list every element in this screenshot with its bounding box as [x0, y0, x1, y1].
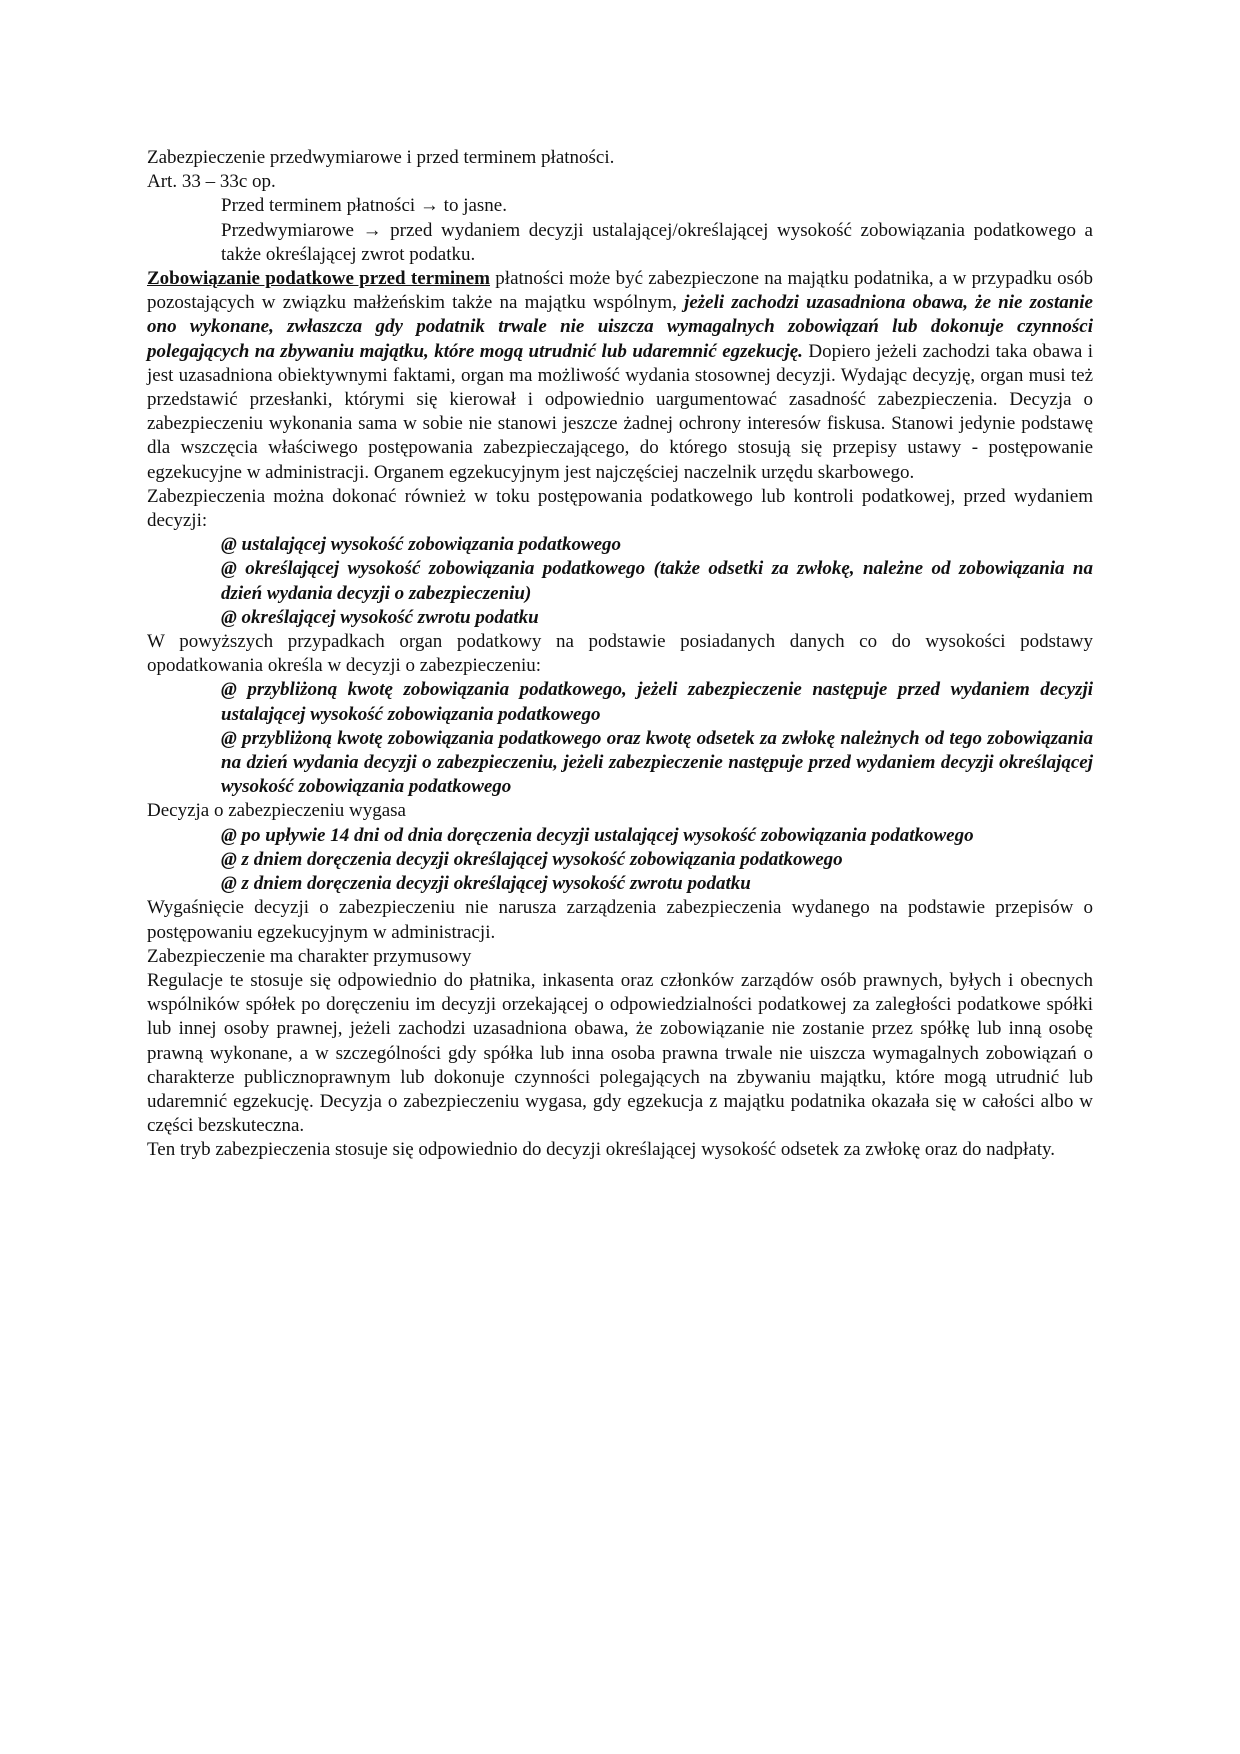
paragraph-compulsory: Zabezpieczenie ma charakter przymusowy	[147, 945, 472, 967]
list-item: @ z dniem doręczenia decyzji określającej wysokość zwrotu podatku	[221, 873, 751, 895]
note-text: przed wydaniem decyzji ustalającej/określającej wysokość zobowiązania podatkowego a także określającej zwrot podatku.	[221, 219, 1093, 265]
note-text: Przedwymiarowe	[221, 219, 363, 241]
note-text: Przed terminem płatności	[221, 195, 420, 217]
paragraph-amounts: W powyższych przypadkach organ podatkowy na podstawie posiadanych danych co do wysokości podstawy opodatkowania określa w decyzji o zabezpieczeniu:	[147, 631, 1093, 677]
list-item: @ ustalającej wysokość zobowiązania podatkowego	[221, 534, 622, 556]
document-title: Zabezpieczenie przedwymiarowe i przed terminem płatności.	[147, 147, 615, 168]
paragraph-regulations: Regulacje te stosuje się odpowiednio do płatnika, inkasenta oraz członków zarządów osób prawnych, byłych i obecnych wspólników spółek po doręczeniu im decyzji orzekającej o odpowiedzialności podatkowej za zaległości podatkowe spółki lub innej osoby prawnej, jeżeli zachodzi uzasadniona obawa, że zobowiązanie nie zostanie przez spółkę lub inną osobę prawną wykonane, a w szczególności gdy spółka lub inna osoba prawna trwale nie uiszcza wymagalnych zobowiązań o charakterze publicznoprawnym lub dokonuje czynności polegających na zbywaniu majątku, które mogą utrudnić lub udaremnić egzekucję. Decyzja o zabezpieczeniu wygasa, gdy egzekucja z majątku podatnika okazała się w całości albo w części bezskuteczna.	[147, 969, 1093, 1137]
article-reference: Art. 33 – 33c op.	[147, 171, 276, 193]
list-item: @ przybliżoną kwotę zobowiązania podatkowego oraz kwotę odsetek za zwłokę należnych od tego zobowiązania na dzień wydania decyzji o zabezpieczeniu, jeżeli zabezpieczenie następuje przed wydaniem decyzji określającej wysokość zobowiązania podatkowego	[221, 727, 1093, 798]
emphasized-text: jeżeli zachodzi uzasadniona obawa, że nie zostanie ono wykonane, zwłaszcza gdy podatnik trwale nie uiszcza wymagalnych zobowiązań lub dokonuje czynności polegających na zbywaniu majątku, które mogą utrudnić lub udaremnić egzekucję.	[147, 292, 1093, 362]
paragraph-tax-obligation	[147, 267, 1093, 485]
underlined-heading: Zobowiązanie podatkowe przed terminem	[147, 268, 491, 290]
list-decision-types	[147, 533, 1093, 630]
arrow-right-icon: →	[362, 219, 382, 241]
list-item: @ przybliżoną kwotę zobowiązania podatkowego, jeżeli zabezpieczenie następuje przed wydaniem decyzji ustalającej wysokość zobowiązania podatkowego	[221, 679, 1093, 725]
note-before-due-date	[221, 194, 1093, 218]
list-item: @ określającej wysokość zwrotu podatku	[221, 606, 539, 628]
note-pre-assessment	[221, 219, 1093, 267]
list-item: @ po upływie 14 dni od dnia doręczenia decyzji ustalającej wysokość zobowiązania podatkowego	[221, 824, 974, 846]
paragraph-applicability: Ten tryb zabezpieczenia stosuje się odpowiednio do decyzji określającej wysokość odsetek za zwłokę oraz do nadpłaty.	[147, 1139, 1056, 1161]
paragraph-text: Dopiero jeżeli zachodzi taka obawa i jest uzasadniona obiektywnymi faktami, organ ma możliwość wydania stosownej decyzji. Wydając decyzję, organ musi też przedstawić przesłanki, którymi się kierował i odpowiednio uargumentować zasadność zabezpieczenia. Decyzja o zabezpieczeniu wykonania sama w sobie nie stanowi jeszcze żadnej ochrony interesów fiskusa. Stanowi jedynie podstawę dla wszczęcia właściwego postępowania zabezpieczającego, do którego stosują się przepisy ustawy - postępowanie egzekucyjne w administracji. Organem egzekucyjnym jest najczęściej naczelnik urzędu skarbowego.	[147, 340, 1093, 483]
list-amounts	[147, 678, 1093, 799]
paragraph-security-in-proceedings: Zabezpieczenia można dokonać również w toku postępowania podatkowego lub kontroli podatkowej, przed wydaniem decyzji:	[147, 485, 1093, 532]
list-item: @ określającej wysokość zobowiązania podatkowego (także odsetki za zwłokę, należne od zobowiązania na dzień wydania decyzji o zabezpieczeniu)	[221, 558, 1093, 604]
list-expiry	[147, 824, 1093, 897]
paragraph-expiry-effect: Wygaśnięcie decyzji o zabezpieczeniu nie narusza zarządzenia zabezpieczenia wydanego na podstawie przepisów o postępowaniu egzekucyjnym w administracji.	[147, 897, 1093, 943]
document-body	[147, 146, 1093, 1163]
paragraph-expiry-heading: Decyzja o zabezpieczeniu wygasa	[147, 800, 406, 822]
note-text: to jasne.	[438, 195, 507, 217]
paragraph-text: płatności może być zabezpieczone na majątku podatnika, a w przypadku osób pozostających w związku małżeńskim także na majątku wspólnym,	[147, 268, 1093, 314]
list-item: @ z dniem doręczenia decyzji określającej wysokość zobowiązania podatkowego	[221, 848, 843, 870]
arrow-right-icon: →	[419, 195, 439, 217]
